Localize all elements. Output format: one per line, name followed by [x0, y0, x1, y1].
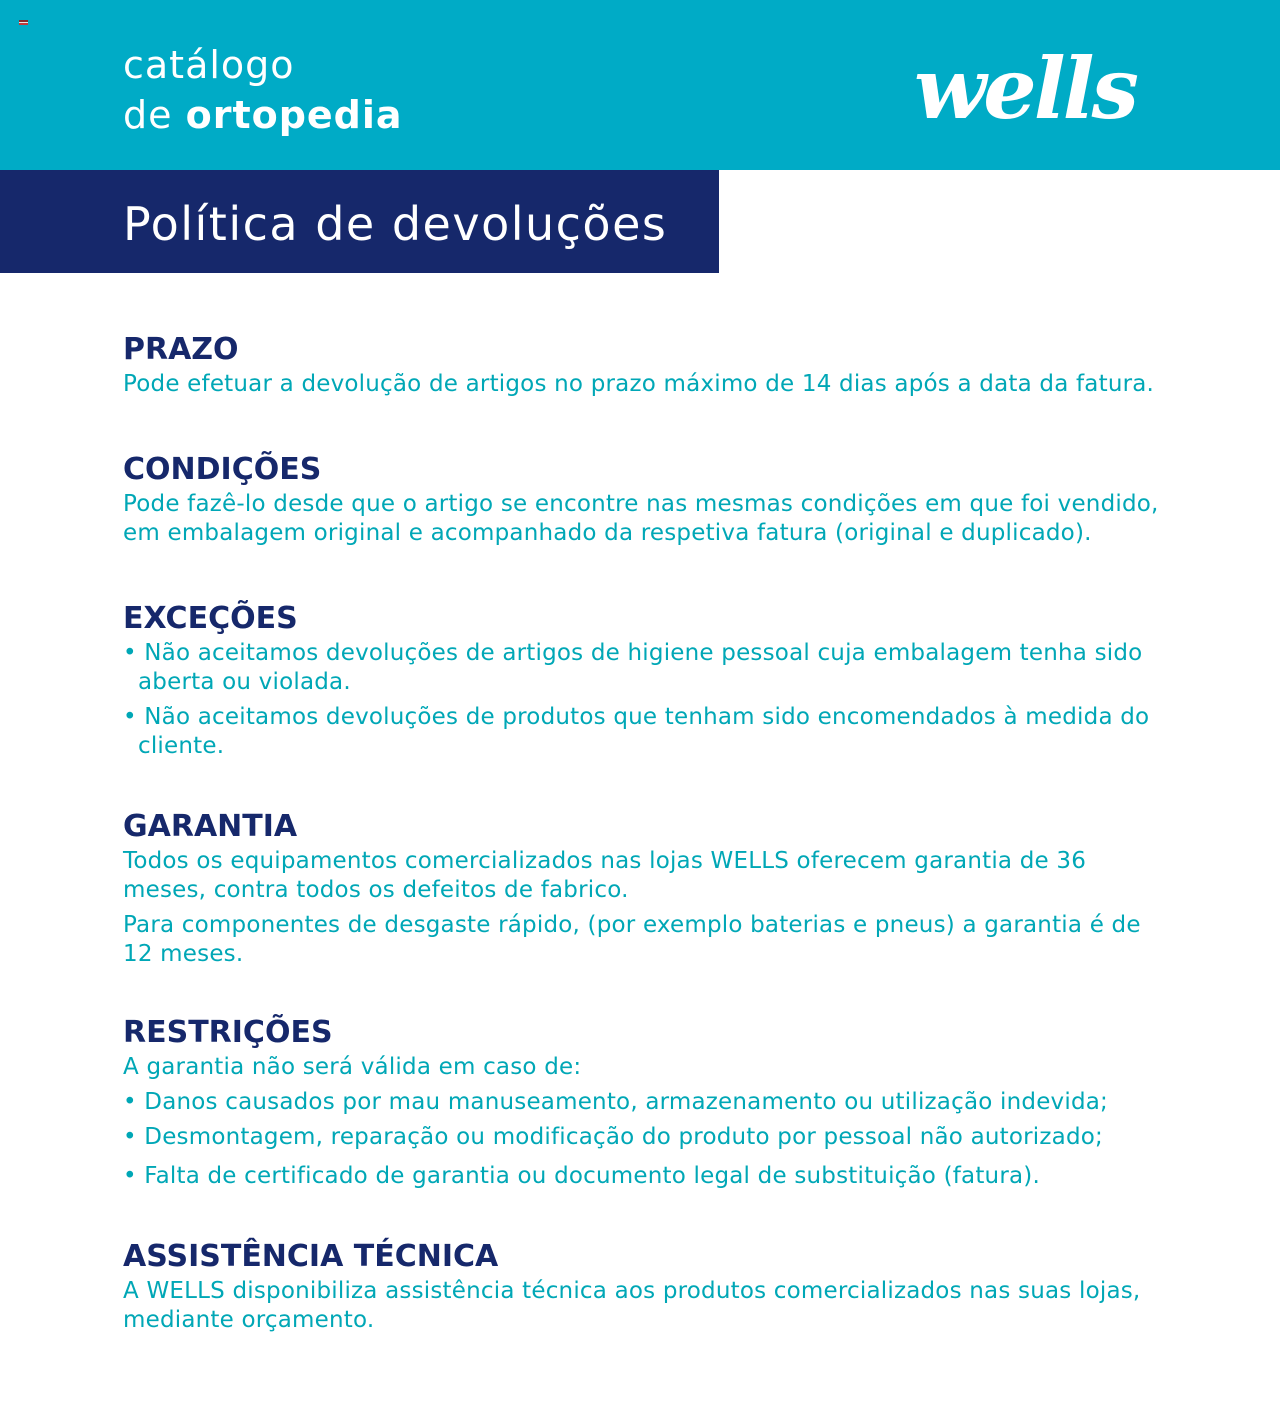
svg-text:wells: wells [914, 40, 1136, 135]
catalog-title-line2: de ortopedia [123, 93, 403, 137]
wells-logo [910, 40, 1170, 139]
list-item: • Desmontagem, reparação ou modificação do produto por pessoal não autorizado; [123, 1123, 1163, 1152]
catalog-title-line1: catálogo [123, 43, 295, 87]
section-text: Todos os equipamentos comercializados nas lojas WELLS oferecem garantia de 36 meses, contra todos os defeitos de fabrico. [123, 848, 1087, 903]
section-text: A garantia não será válida em caso de: [123, 1054, 582, 1080]
section-text: Pode fazê-lo desde que o artigo se encontre nas mesmas condições em que foi vendido, em embalagem original e acompanhado da respetiva fatura (original e duplicado). [123, 491, 1159, 546]
section-heading: RESTRIÇÕES [123, 1015, 333, 1050]
catalog-title [123, 40, 403, 140]
section-condicoes [123, 450, 1163, 548]
section-prazo [123, 330, 1163, 399]
section-heading: PRAZO [123, 332, 239, 367]
section-restricoes [123, 1013, 1163, 1191]
list-item: • Não aceitamos devoluções de produtos que tenham sido encomendados à medida do cliente. [123, 703, 1163, 761]
section-excecoes [123, 599, 1163, 761]
section-garantia [123, 807, 1163, 969]
catalog-title-bold: ortopedia [185, 93, 403, 137]
restriction-list [123, 1088, 1163, 1191]
section-text: A WELLS disponibiliza assistência técnica aos produtos comercializados nas suas lojas, mediante orçamento. [123, 1278, 1141, 1333]
section-text: Para componentes de desgaste rápido, (por exemplo baterias e pneus) a garantia é de 12 meses. [123, 912, 1141, 967]
wells-logo-graphic [910, 40, 1170, 135]
section-heading: EXCEÇÕES [123, 601, 298, 636]
page-title: Política de devoluções [123, 197, 668, 251]
policy-content [123, 330, 1163, 1335]
section-heading: GARANTIA [123, 809, 298, 844]
header-bar [0, 0, 1280, 170]
portugal-flag-icon [19, 20, 28, 25]
section-text: Pode efetuar a devolução de artigos no prazo máximo de 14 dias após a data da fatura. [123, 371, 1155, 397]
section-assistencia [123, 1237, 1163, 1335]
section-heading: ASSISTÊNCIA TÉCNICA [123, 1239, 499, 1274]
list-item: • Danos causados por mau manuseamento, armazenamento ou utilização indevida; [123, 1088, 1163, 1117]
list-item: • Falta de certificado de garantia ou documento legal de substituição (fatura). [123, 1162, 1163, 1191]
exception-list [123, 639, 1163, 761]
section-heading: CONDIÇÕES [123, 452, 322, 487]
list-item: • Não aceitamos devoluções de artigos de higiene pessoal cuja embalagem tenha sido aberta ou violada. [123, 639, 1163, 697]
